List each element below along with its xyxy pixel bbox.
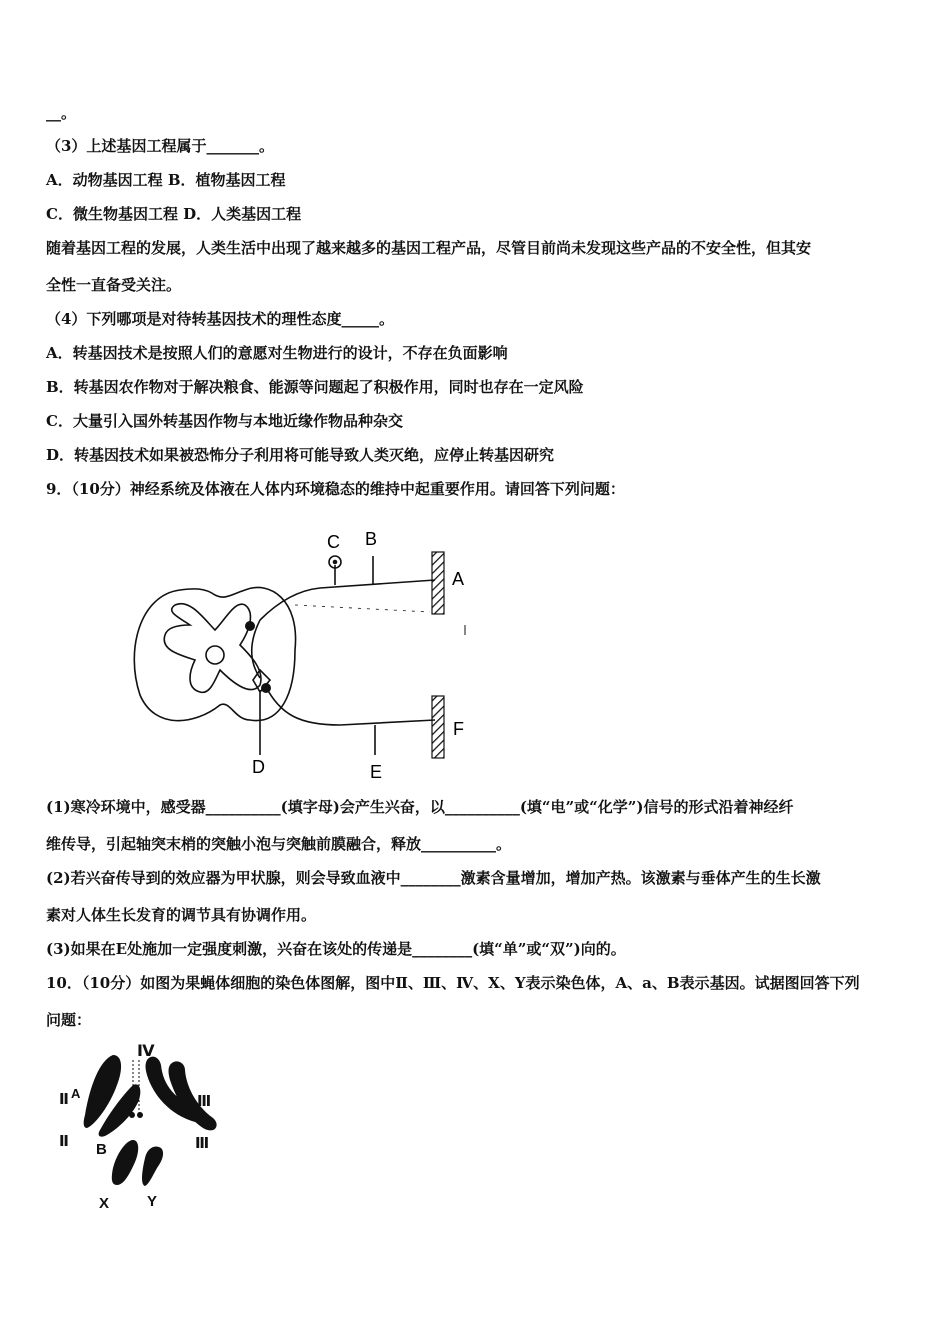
label-b: B [365,529,378,549]
afferent-fiber [260,580,435,620]
chromosome-x [112,1140,138,1185]
spinal-cord-outline [134,588,295,721]
question-4-stem: （4）下列哪项是对待转基因技术的理性态度_____。 [46,310,394,328]
passage-line-1: 随着基因工程的发展，人类生活中出现了越来越多的基因工程产品，尽管目前尚未发现这些产品的不安全性，但其安 [46,239,812,257]
question-10-stem-line-1: 10．（10分）如图为果蝇体细胞的染色体图解，图中Ⅱ、Ⅲ、Ⅳ、X、Y表示染色体，A、a、B表示基因。试据图回答下列 [46,974,860,992]
reflex-arc-figure [120,520,480,790]
gray-matter [164,604,261,693]
gene-label-a-lower: a [107,1116,115,1131]
question-4-option-c: C．大量引入国外转基因作物与本地近缘作物品种杂交 [46,412,403,430]
question-9-stem: 9．（10分）神经系统及体液在人体内环境稳态的维持中起重要作用。请回答下列问题： [46,480,625,498]
question-9-part-3: (3)如果在E处施加一定强度刺激，兴奋在该处的传递是________(填“单”或“双”)向的。 [46,940,626,958]
question-9-part-1-line-2: 维传导，引起轴突末梢的突触小泡与突触前膜融合，释放__________。 [46,835,512,853]
label-ii-bottom: Ⅱ [59,1133,69,1150]
label-iv: Ⅳ [137,1043,155,1060]
question-3-options-ab: A．动物基因工程 B．植物基因工程 [46,171,286,189]
effector-f [432,696,444,758]
question-4-option-b: B．转基因农作物对于解决粮食、能源等问题起了积极作用，同时也存在一定风险 [46,378,584,396]
gene-label-b: B [96,1141,107,1158]
gene-label-a-upper: A [71,1086,81,1101]
chromosome-figure [45,1040,225,1215]
label-ii-top: Ⅱ [59,1091,69,1108]
effector-a [432,552,444,614]
label-c: C [327,532,340,552]
label-f: F [453,719,464,739]
efferent-fiber [265,685,435,725]
question-9-part-2-line-2: 素对人体生长发育的调节具有协调作用。 [46,906,317,924]
label-e: E [370,762,383,782]
question-4-option-a: A．转基因技术是按照人们的意愿对生物进行的设计，不存在负面影响 [46,344,508,362]
question-3-options-cd: C．微生物基因工程 D．人类基因工程 [46,205,302,223]
question-9-part-2-line-1: (2)若兴奋传导到的效应器为甲状腺，则会导致血液中________激素含量增加，增加产热。该激素与垂体产生的生长激 [46,869,821,887]
label-y: Y [147,1193,158,1210]
label-x: X [99,1195,110,1212]
question-3-stem: （3）上述基因工程属于_______。 [46,137,274,155]
chromosome-y [142,1146,163,1186]
label-d: D [252,757,265,777]
question-4-option-d: D．转基因技术如果被恐怖分子利用将可能导致人类灭绝，应停止转基因研究 [46,446,555,464]
label-iii-bottom: Ⅲ [195,1135,210,1152]
question-9-part-1-line-1: (1)寒冷环境中，感受器__________(填字母)会产生兴奋，以__________(填“电”或“化学”)信号的形式沿着神经纤 [46,798,794,816]
label-iii-top: Ⅲ [197,1093,212,1110]
label-a: A [452,569,465,589]
question-10-stem-line-2: 问题： [46,1011,92,1029]
text-line-0: __。 [46,104,77,122]
passage-line-2: 全性一直备受关注。 [46,276,182,294]
